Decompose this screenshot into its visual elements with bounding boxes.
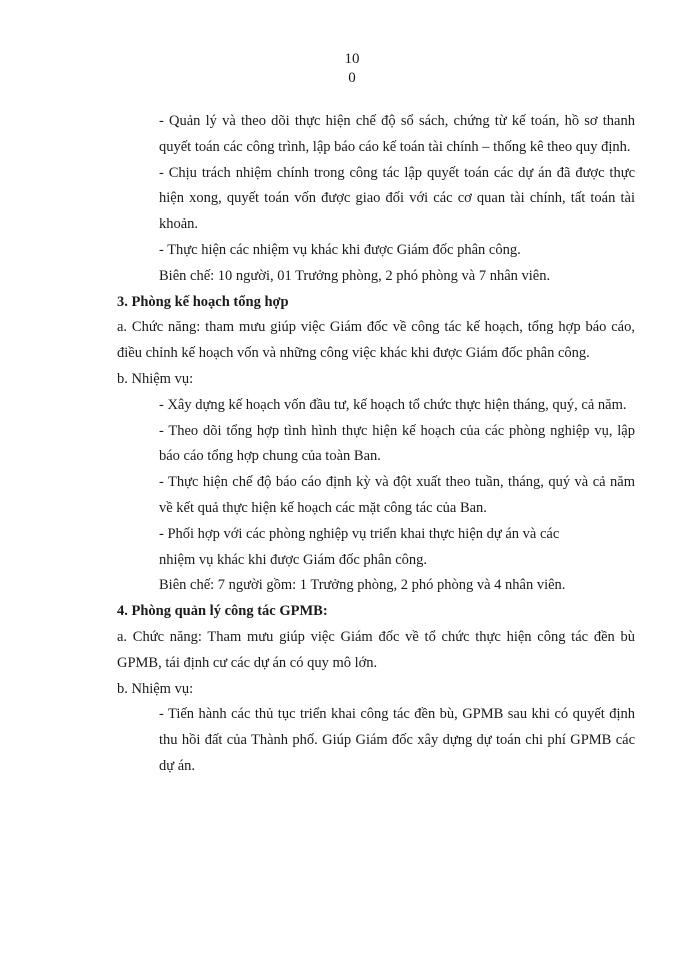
bullet-paragraph: - Thực hiện chế độ báo cáo định kỳ và đột xuất theo tuần, tháng, quý và cả năm về kết quả thực hiện kế hoạch các mặt công tác của Ban. <box>159 474 635 516</box>
bullet-paragraph: - Thực hiện các nhiệm vụ khác khi được Giám đốc phân công. <box>159 241 521 258</box>
page-number: 10 <box>344 51 360 67</box>
bullet-paragraph: - Quản lý và theo dõi thực hiện chế độ sổ sách, chứng từ kế toán, hồ sơ thanh quyết toán các công trình, lập báo cáo kế toán tài chính – thống kê theo quy định. <box>159 113 635 155</box>
function-paragraph: a. Chức năng: tham mưu giúp việc Giám đốc về công tác kế hoạch, tổng hợp báo cáo, điều chỉnh kế hoạch vốn và những công việc khác khi được Giám đốc phân công. <box>117 319 635 362</box>
document-body <box>117 109 635 780</box>
function-paragraph: a. Chức năng: Tham mưu giúp việc Giám đốc về tổ chức thực hiện công tác đền bù GPMB, tái định cư các dự án có quy mô lớn. <box>117 628 635 671</box>
page-number-continuation: 0 <box>348 70 356 86</box>
bullet-paragraph: - Theo dõi tổng hợp tình hình thực hiện kế hoạch của các phòng nghiệp vụ, lập báo cáo tổng hợp chung của toàn Ban. <box>159 422 635 465</box>
bullet-paragraph: - Xây dựng kế hoạch vốn đầu tư, kế hoạch tổ chức thực hiện tháng, quý, cả năm. <box>159 396 627 413</box>
bullet-paragraph: - Tiến hành các thủ tục triển khai công tác đền bù, GPMB sau khi có quyết định thu hồi đất của Thành phố. Giúp Giám đốc xây dựng dự toán chi phí GPMB các dự án. <box>159 706 635 774</box>
bullet-continuation: nhiệm vụ khác khi được Giám đốc phân công. <box>159 551 428 568</box>
section-heading: 3. Phòng kế hoạch tổng hợp <box>117 293 289 310</box>
bullet-paragraph: - Phối hợp với các phòng nghiệp vụ triển khai thực hiện dự án và các <box>159 525 560 542</box>
staffing-note: Biên chế: 10 người, 01 Trưởng phòng, 2 phó phòng và 7 nhân viên. <box>159 267 551 284</box>
duties-label: b. Nhiệm vụ: <box>117 370 194 387</box>
bullet-paragraph: - Chịu trách nhiệm chính trong công tác lập quyết toán các dự án đã được thực hiện xong, quyết toán vốn được giao đối với các cơ quan tài chính, tất toán tài khoản. <box>159 164 635 233</box>
duties-label: b. Nhiệm vụ: <box>117 680 194 697</box>
section-heading: 4. Phòng quản lý công tác GPMB: <box>117 603 328 620</box>
staffing-note: Biên chế: 7 người gồm: 1 Trưởng phòng, 2 phó phòng và 4 nhân viên. <box>159 577 566 594</box>
